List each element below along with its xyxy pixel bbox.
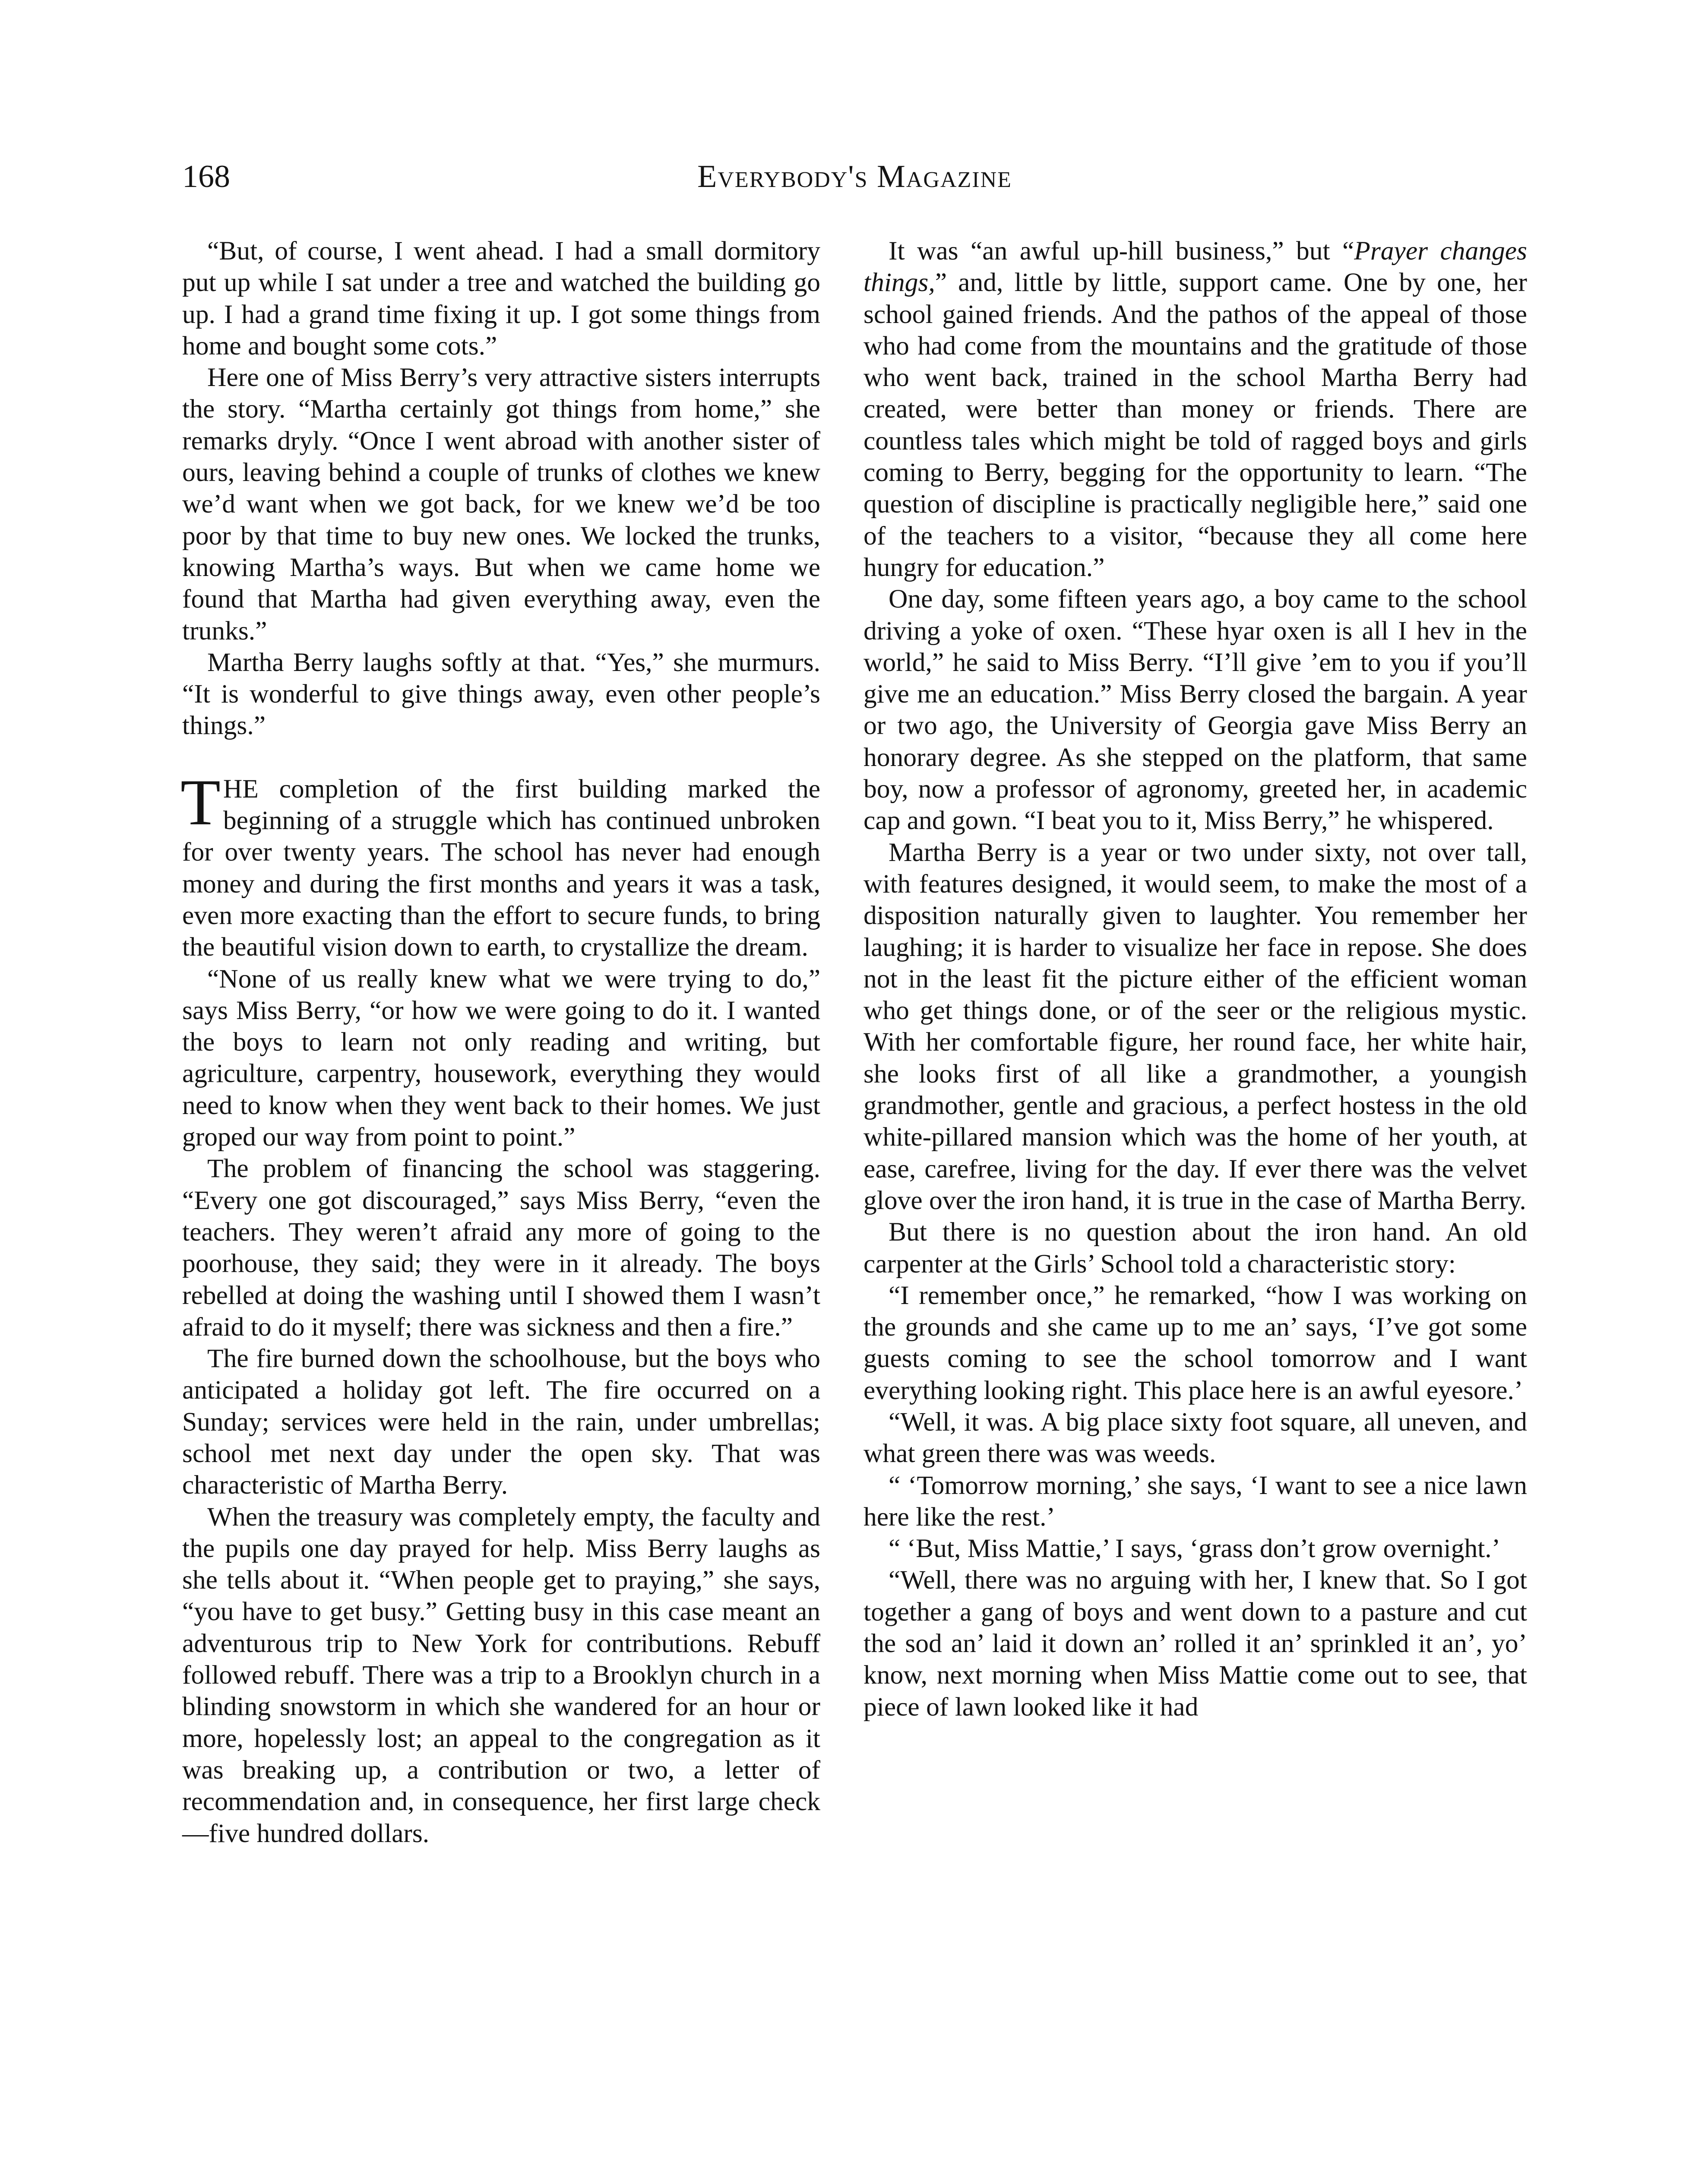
paragraph: The fire burned down the schoolhouse, but the boys who anticipated a holiday got left. The fire occurred on a Sunday; services were held in the rain, under umbrellas; school met next day under the open sky. That was characteristic of Martha Berry. bbox=[182, 1344, 820, 1500]
paragraph-text: ” and, little by little, support came. One by one, her school gained friends. And the pathos of the appeal of those who had come from the mountains and the gratitude of those who went back, trained in the school Martha Berry had created, were better than money or friends. There are countless tales which might be told of ragged boys and girls coming to Berry, begging for the opportunity to learn. “The question of discipline is practically negligible here,” said one of the teachers to a visitor, “because they all come here hungry for education.” bbox=[863, 268, 1527, 582]
paragraph: “Well, there was no arguing with her, I knew that. So I got together a gang of boys and went down to a pasture and cut the sod an’ laid it down an’ rolled it an’ sprinkled it an’, yo’ know, next morning when Miss Mattie come out to see, that piece of lawn looked like it had bbox=[863, 1565, 1527, 1722]
paragraph: The problem of financing the school was staggering. “Every one got discouraged,” says Miss Berry, “even the teachers. They weren’t afraid any more of going to the poorhouse, they said; they were in it already. The boys rebelled at doing the washing until I showed them I wasn’t afraid to do it myself; there was sickness and then a fire.” bbox=[182, 1154, 820, 1342]
running-title: Everybody's Magazine bbox=[697, 159, 1012, 194]
paragraph: “Well, it was. A big place sixty foot square, all uneven, and what green there was was weeds. bbox=[863, 1407, 1527, 1469]
page-header bbox=[182, 161, 1527, 204]
italic-quote: Prayer changes things, bbox=[863, 236, 1527, 298]
paragraph: “ ‘But, Miss Mattie,’ I says, ‘grass don’t grow overnight.’ bbox=[889, 1534, 1501, 1564]
paragraph: But there is no question about the iron hand. An old carpenter at the Girls’ School told a characteristic story: bbox=[863, 1217, 1527, 1279]
page-number: 168 bbox=[182, 159, 230, 194]
paragraph: “But, of course, I went ahead. I had a small dormitory put up while I sat under a tree and watched the building go up. I had a grand time fixing it up. I got some things from home and bought some cots.” bbox=[182, 236, 820, 361]
paragraph: When the treasury was completely empty, the faculty and the pupils one day prayed for help. Miss Berry laughs as she tells about it. “When people get to praying,” she says, “you have to get busy.” Getting busy in this case meant an adventurous trip to New York for contributions. Rebuff followed rebuff. There was a trip to a Brooklyn church in a blinding snowstorm in which she wandered for an hour or more, hopelessly lost; an appeal to the congregation as it was breaking up, a contribution or two, a letter of recommendation and, in consequence, her first large check—five hundred dollars. bbox=[182, 1502, 820, 1848]
paragraph: “None of us really knew what we were trying to do,” says Miss Berry, “or how we were going to do it. I wanted the boys to learn not only reading and writing, but agriculture, carpentry, housework, everything they would need to know when they went back to their homes. We just groped our way from point to point.” bbox=[182, 964, 820, 1152]
drop-cap: T bbox=[180, 766, 221, 839]
paragraph: Martha Berry is a year or two under sixty, not over tall, with features designed, it would seem, to make the most of a disposition naturally given to laughter. You remember her laughing; it is harder to visualize her face in repose. She does not in the least fit the picture either of the efficient woman who get things done, or of the seer or the religious mystic. With her comfortable figure, her round face, her white hair, she looks first of all like a grandmother, a youngish grandmother, gentle and gracious, a perfect hostess in the old white-pillared mansion which was the home of her youth, at ease, carefree, living for the day. If ever there was the velvet glove over the iron hand, it is true in the case of Martha Berry. bbox=[863, 837, 1527, 1215]
right-column bbox=[863, 235, 1527, 1723]
small-caps-lead: HE bbox=[223, 774, 259, 804]
paragraph-text: completion of the first building marked the beginning of a struggle which has continued unbroken for over twenty years. The school has never had enough money and during the first months and years it was a task, even more exacting than the effort to secure funds, to bring the beautiful vision down to earth, to crystallize the dream. bbox=[182, 774, 820, 962]
section-opening-paragraph bbox=[180, 766, 820, 963]
paragraph: “I remember once,” he remarked, “how I was working on the grounds and she came up to me an’ says, ‘I’ve got some guests coming to see the school tomorrow and I want everything looking right. This place here is an awful eyesore.’ bbox=[863, 1280, 1527, 1405]
paragraph: “ ‘Tomorrow morning,’ she says, ‘I want to see a nice lawn here like the rest.’ bbox=[863, 1470, 1527, 1532]
paragraph bbox=[863, 235, 1527, 583]
paragraph: Martha Berry laughs softly at that. “Yes,” she murmurs. “It is wonderful to give things away, even other people’s things.” bbox=[182, 647, 820, 741]
left-column bbox=[182, 235, 820, 1849]
paragraph: Here one of Miss Berry’s very attractive sisters interrupts the story. “Martha certainly got things from home,” she remarks dryly. “Once I went abroad with another sister of ours, leaving behind a couple of trunks of clothes we knew we’d want when we got back, for we knew we’d be too poor by that time to buy new ones. We locked the trunks, knowing Martha’s ways. But when we came home we found that Martha had given everything away, even the trunks.” bbox=[182, 363, 820, 646]
paragraph-text: It was “an awful up-hill business,” but “ bbox=[889, 236, 1354, 266]
paragraph: One day, some fifteen years ago, a boy came to the school driving a yoke of oxen. “These hyar oxen is all I hev in the world,” he said to Miss Berry. “I’ll give ’em to you if you’ll give me an education.” Miss Berry closed the bargain. A year or two ago, the University of Georgia gave Miss Berry an honorary degree. As she stepped on the platform, that same boy, now a professor of agronomy, greeted her, in academic cap and gown. “I beat you to it, Miss Berry,” he whispered. bbox=[863, 584, 1527, 836]
